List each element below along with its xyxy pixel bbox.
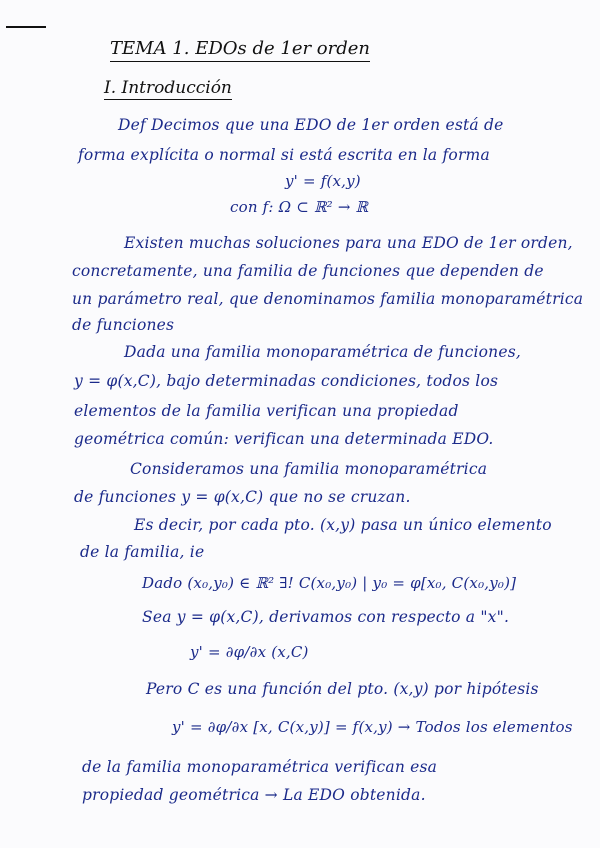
text-line: Sea y = φ(x,C), derivamos con respecto a "x".	[142, 608, 510, 626]
formula-line: y' = ∂φ/∂x (x,C)	[190, 643, 309, 661]
formula-line: con f: Ω ⊂ ℝ² → ℝ	[230, 198, 369, 216]
section-heading: I. Introducción	[104, 78, 232, 98]
formula-line: y' = f(x,y)	[285, 172, 361, 190]
formula-line: y' = ∂φ/∂x [x, C(x,y)] = f(x,y) → Todos los elementos	[172, 718, 573, 736]
text-line: Def Decimos que una EDO de 1er orden está de	[118, 116, 504, 134]
text-line: geométrica común: verifican una determinada EDO.	[74, 430, 494, 448]
text-line: Consideramos una familia monoparamétrica	[130, 460, 488, 478]
text-line: Pero C es una función del pto. (x,y) por hipótesis	[146, 680, 539, 698]
text-line: propiedad geométrica → La EDO obtenida.	[82, 786, 426, 804]
text-line: Existen muchas soluciones para una EDO de 1er orden,	[124, 234, 573, 252]
text-line: de funciones	[72, 316, 175, 334]
text-line: un parámetro real, que denominamos familia monoparamétrica	[72, 290, 584, 308]
text-line: concretamente, una familia de funciones que dependen de	[72, 262, 544, 280]
page-title: TEMA 1. EDOs de 1er orden	[110, 38, 370, 62]
text-line: de funciones y = φ(x,C) que no se cruzan.	[74, 488, 411, 506]
text-line: Es decir, por cada pto. (x,y) pasa un único elemento	[134, 516, 552, 534]
text-line: de la familia monoparamétrica verifican esa	[82, 758, 438, 776]
corner-mark	[6, 26, 46, 28]
text-line: Dada una familia monoparamétrica de funciones,	[124, 343, 522, 361]
text-line: de la familia, ie	[80, 543, 205, 561]
text-line: y = φ(x,C), bajo determinadas condiciones, todos los	[74, 372, 499, 390]
text-line: forma explícita o normal si está escrita en la forma	[78, 146, 490, 164]
formula-line: Dado (x₀,y₀) ∈ ℝ² ∃! C(x₀,y₀) | y₀ = φ[x₀, C(x₀,y₀)]	[142, 574, 517, 592]
text-line: elementos de la familia verifican una propiedad	[74, 402, 459, 420]
